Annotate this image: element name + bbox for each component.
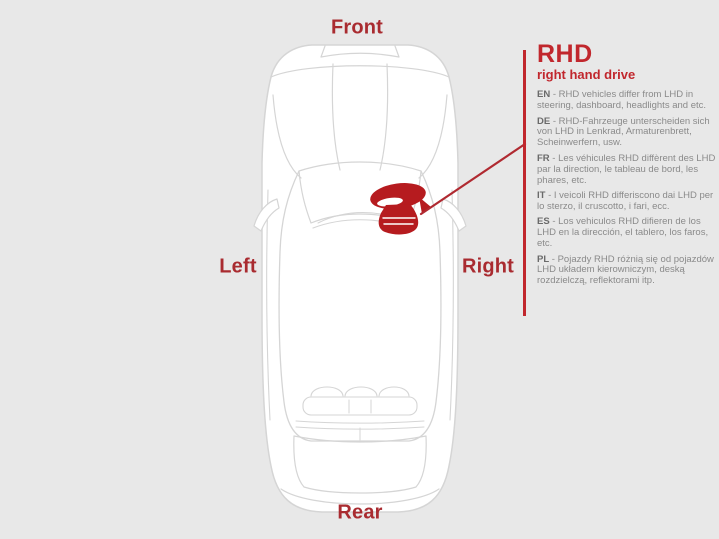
- language-entry-es: [537, 217, 717, 250]
- language-text: RHD-Fahrzeuge unterscheiden sich von LHD in Lenkrad, Armaturenbrett, Scheinwerfern, usw.: [537, 115, 710, 149]
- language-entry-de: [537, 117, 717, 150]
- language-text: I veicoli RHD differiscono dai LHD per lo sterzo, il cruscotto, i fari, ecc.: [537, 190, 714, 212]
- panel-rule: [523, 50, 526, 316]
- language-entry-pl: [537, 255, 717, 288]
- language-text: Los vehiculos RHD difieren de los LHD en la dirección, el tablero, los faros, etc.: [537, 216, 709, 250]
- separator: -: [549, 253, 558, 265]
- language-code: PL: [537, 253, 550, 265]
- rear-label: Rear: [337, 501, 383, 524]
- language-entry-it: [537, 191, 717, 213]
- language-text: Les véhicules RHD diffèrent des LHD par la direction, le tableau de bord, les phares, etc.: [537, 152, 716, 186]
- separator: -: [549, 152, 559, 164]
- separator: -: [550, 115, 559, 127]
- language-code: FR: [537, 152, 550, 164]
- rhd-annotation-panel: [537, 41, 717, 292]
- separator: -: [549, 216, 559, 228]
- right-label: Right: [461, 255, 515, 278]
- separator: -: [550, 89, 559, 101]
- front-label: Front: [330, 16, 384, 39]
- language-code: IT: [537, 190, 546, 201]
- language-text: RHD vehicles differ from LHD in steering, dashboard, headlights and etc.: [537, 89, 707, 112]
- language-entry-en: [537, 90, 717, 112]
- language-code: EN: [537, 89, 551, 101]
- language-entry-fr: [537, 154, 717, 187]
- separator: -: [545, 190, 554, 201]
- panel-subtitle: right hand drive: [537, 67, 636, 83]
- language-text: Pojazdy RHD różnią się od pojazdów LHD układem kierowniczym, deską rozdzielczą, reflektorami itp.: [537, 253, 714, 287]
- left-label: Left: [219, 255, 257, 278]
- language-code: DE: [537, 115, 551, 127]
- panel-title: RHD: [537, 40, 593, 68]
- language-code: ES: [537, 216, 550, 228]
